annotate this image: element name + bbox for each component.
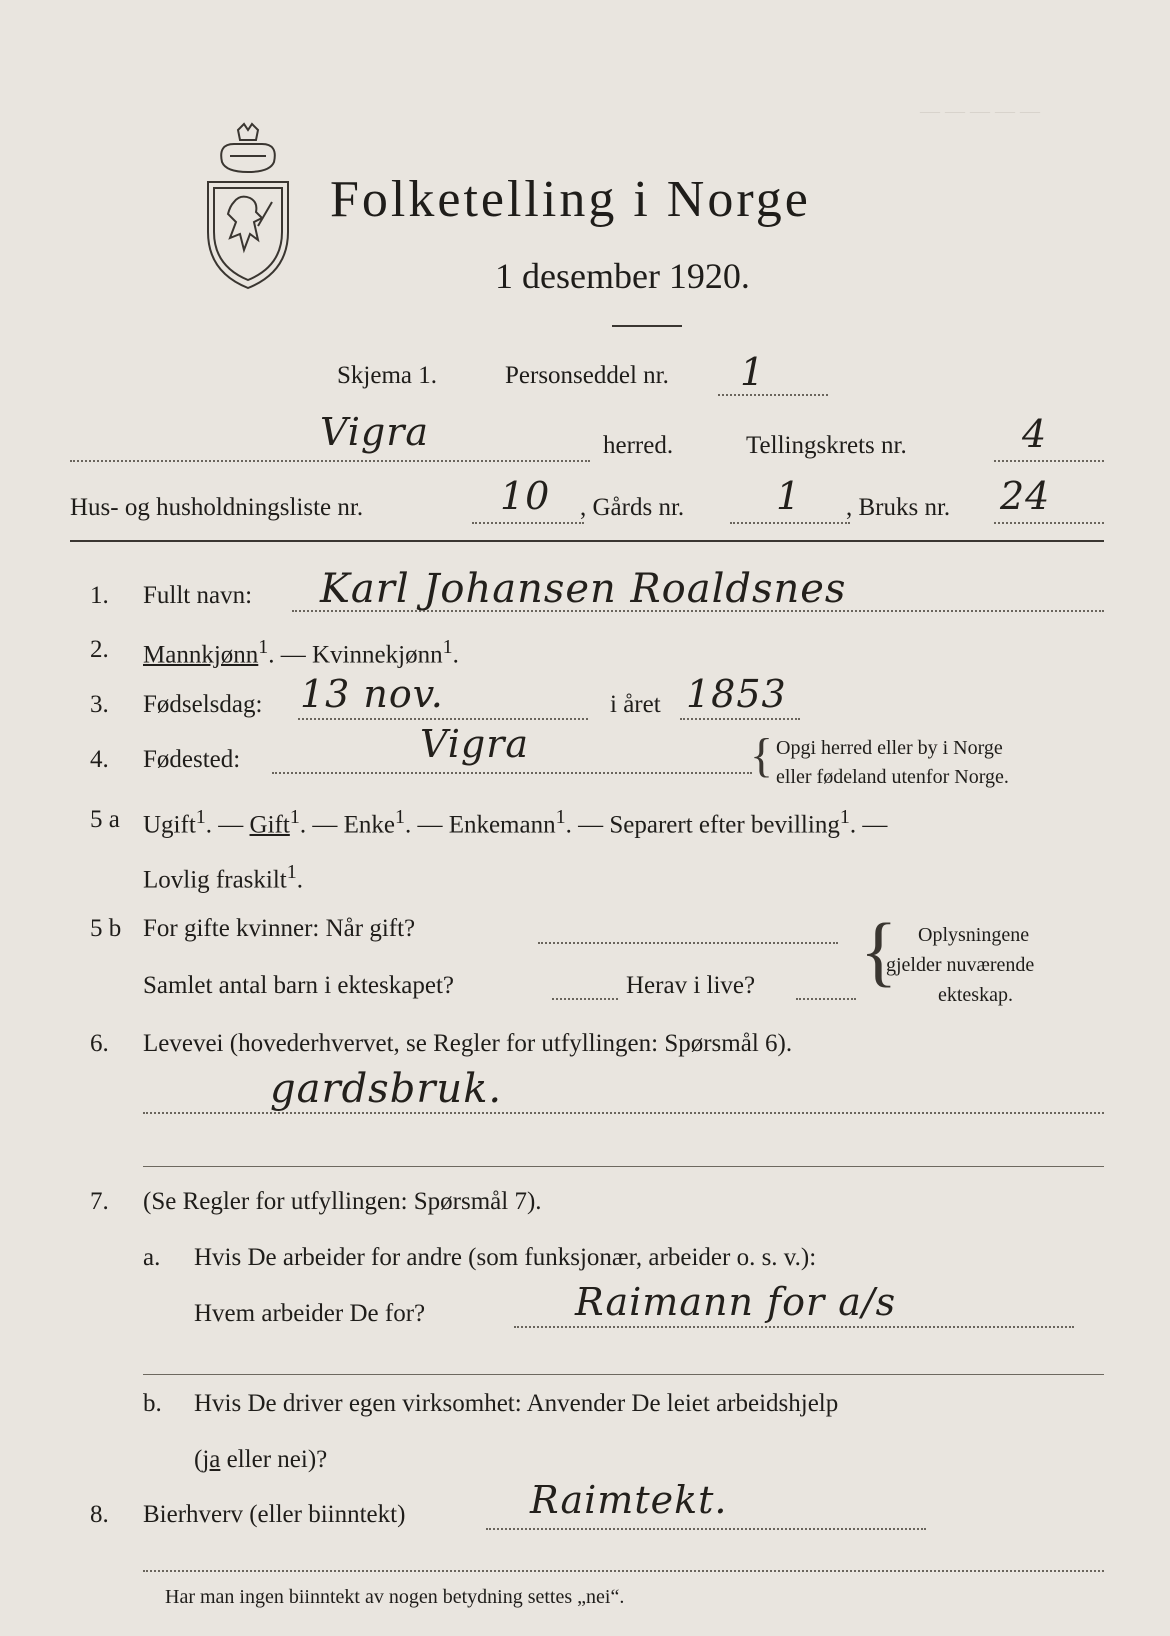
q3-year-value[interactable]: 1853 [686,672,787,716]
q4-number: 4. [90,746,109,773]
q7a-divider [143,1374,1104,1375]
q4-line [272,772,752,774]
q8-line2 [143,1570,1104,1572]
herred-label: herred. [603,432,674,459]
personseddel-label: Personseddel nr. [505,362,669,389]
q6-value[interactable]: gardsbruk. [270,1066,503,1112]
tellingskrets-label: Tellingskrets nr. [746,432,907,459]
tellingskrets-value[interactable]: 4 [1022,412,1048,456]
q7a-text: Hvis De arbeider for andre (som funksjonær, arbeider o. s. v.): [194,1244,817,1271]
q6-divider [143,1166,1104,1167]
q7a-question: Hvem arbeider De for? [194,1300,426,1327]
q4-note-line1: Opgi herred eller by i Norge [776,737,1003,759]
q7b-answer: (ja eller nei)? [194,1446,328,1473]
q3-day-line [298,718,588,720]
q5a-end: . [296,866,303,894]
q5b-brace: { [860,907,898,994]
q5a-ugift: Ugift [143,811,196,839]
q8-label: Bierhverv (eller biinntekt) [143,1501,406,1528]
q5a-enkemann: . — Enkemann [404,811,556,839]
q4-value[interactable]: Vigra [420,722,530,766]
coat-of-arms-icon [200,122,296,292]
q7a-letter: a. [143,1244,161,1271]
gards-value[interactable]: 1 [776,474,802,518]
q5a-footnote-5: 1 [839,806,850,828]
q7b-letter: b. [143,1390,162,1417]
q5b-label3: Herav i live? [626,972,756,999]
q5a-gift: Gift [249,811,290,839]
q5b-note3: ekteskap. [938,984,1013,1006]
header-divider [70,540,1104,542]
husliste-label: Hus- og husholdningsliste nr. [70,494,364,521]
personseddel-value[interactable]: 1 [740,350,766,394]
q3-year-label: i året [610,691,661,718]
q7-label: (Se Regler for utfyllingen: Spørsmål 7). [143,1188,542,1215]
q7-number: 7. [90,1188,109,1215]
q7b-rest: eller nei)? [220,1446,328,1473]
q5a-sep-end: . — [849,811,888,839]
q5a-footnote-6: 1 [286,861,297,883]
title-divider [612,325,682,327]
q6-number: 6. [90,1030,109,1057]
gards-line [730,522,850,524]
q5a-separert: . — Separert efter bevilling [565,811,840,839]
q5b-gift-line [538,942,838,944]
q3-day-value[interactable]: 13 nov. [300,672,444,716]
q1-label: Fullt navn: [143,582,253,609]
q5a-line1 [143,806,887,839]
tellingskrets-line [994,460,1104,462]
husliste-line [472,522,584,524]
q2-mannkjonn: Mannkjønn [143,641,259,669]
form-date: 1 desember 1920. [495,256,750,296]
q5b-note1: Oplysningene [918,924,1030,946]
q1-number: 1. [90,582,109,609]
q1-value[interactable]: Karl Johansen Roaldsnes [320,566,847,612]
q7a-line [514,1326,1074,1328]
q5a-footnote-2: 1 [289,806,300,828]
q4-brace: { [750,729,774,782]
form-title: Folketelling i Norge [330,171,811,228]
bruks-line [994,522,1104,524]
q4-note-line2: eller fødeland utenfor Norge. [776,766,1009,788]
herred-value[interactable]: Vigra [320,410,430,454]
bruks-label: , Bruks nr. [846,494,951,521]
bleed-through: — — — — — [920,100,1040,122]
schema-label: Skjema 1. [337,362,437,389]
q5a-fraskilt: Lovlig fraskilt [143,866,287,894]
q3-number: 3. [90,691,109,718]
q2-text [143,636,459,669]
herred-line [70,460,590,462]
q6-line [143,1112,1104,1114]
gards-label: , Gårds nr. [580,494,685,521]
q5a-footnote-3: 1 [394,806,405,828]
q8-value[interactable]: Raimtekt. [530,1478,728,1522]
q5a-sep-1: . — [205,811,244,839]
q5b-note2: gjelder nuværende [886,954,1035,976]
footer-note: Har man ingen biinntekt av nogen betydning settes „nei“. [165,1586,625,1608]
personseddel-line [718,394,828,396]
q2-kvinnekjonn: . — Kvinnekjønn [268,641,443,669]
q5a-number: 5 a [90,806,120,833]
q4-label: Fødested: [143,746,241,773]
q2-number: 2. [90,636,109,663]
q2-end: . [452,641,459,669]
q3-label: Fødselsdag: [143,691,263,718]
bruks-value[interactable]: 24 [1000,474,1051,518]
q5a-footnote-1: 1 [195,806,206,828]
q5a-line2 [143,861,303,894]
q2-footnote-2: 1 [442,636,453,658]
husliste-value[interactable]: 10 [500,474,551,518]
q7a-value[interactable]: Raimann for a/s [575,1280,897,1324]
q7b-ja: ja [202,1446,221,1473]
q3-year-line [680,718,800,720]
q5b-label1: For gifte kvinner: Når gift? [143,915,416,942]
q5b-live-line [796,998,856,1000]
q5a-enke: . — Enke [299,811,395,839]
q5b-barn-line [552,998,618,1000]
q6-label: Levevei (hovederhvervet, se Regler for utfyllingen: Spørsmål 6). [143,1030,793,1057]
q8-number: 8. [90,1501,109,1528]
q7b-text: Hvis De driver egen virksomhet: Anvender De leiet arbeidshjelp [194,1390,839,1417]
q5a-footnote-4: 1 [555,806,566,828]
q5b-number: 5 b [90,915,122,942]
q2-footnote-1: 1 [258,636,269,658]
q8-line [486,1528,926,1530]
q5b-label2: Samlet antal barn i ekteskapet? [143,972,454,999]
